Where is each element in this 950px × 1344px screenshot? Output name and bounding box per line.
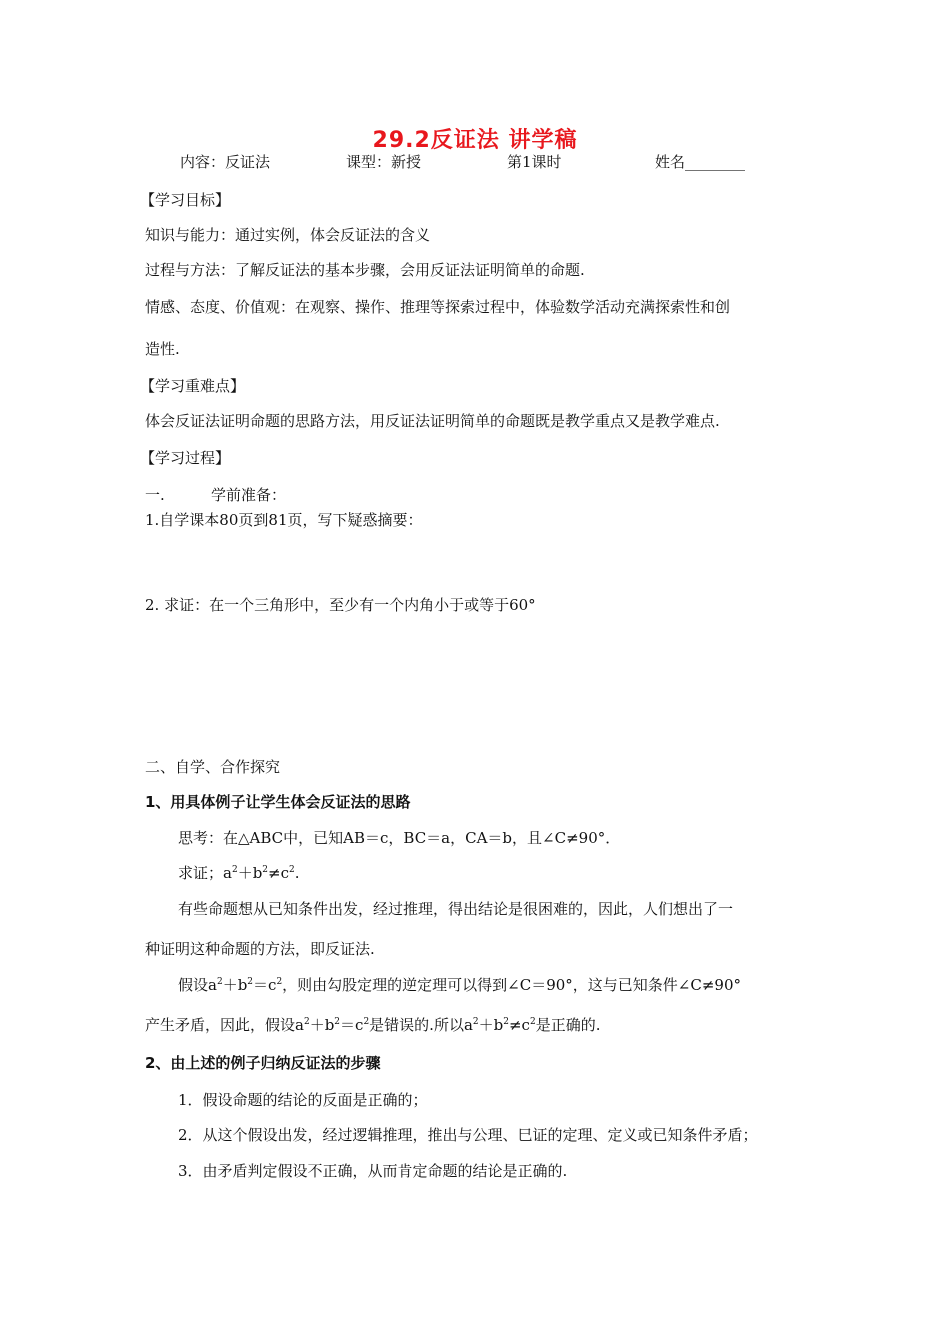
superscript-2: 2 — [216, 977, 223, 987]
keypoints-heading: 【学习重难点】 — [140, 377, 246, 395]
explore-sub1: 1、用具体例子让学生体会反证法的思路 — [145, 793, 411, 811]
contra-b: ＋b — [309, 1016, 335, 1034]
meta-period: 第1课时 — [507, 153, 562, 171]
step3-text: 3．由矛盾判定假设不正确，从而肯定命题的结论是正确的. — [178, 1162, 568, 1180]
meta-content: 内容：反证法 — [180, 153, 271, 171]
part1-number: 一. — [145, 486, 165, 504]
goal-knowledge: 知识与能力：通过实例，体会反证法的含义 — [145, 226, 431, 244]
meta-name: 姓名________ — [655, 153, 746, 171]
contra-d: 是错误的.所以a — [369, 1016, 473, 1034]
step2-text: 2．从这个假设出发，经过逻辑推理，推出与公理、巳证的定理、定义或已知条件矛盾； — [178, 1126, 758, 1144]
prove-mid2: ≠c — [268, 864, 290, 882]
paragraph1-line2: 种证明这种命题的方法，即反证法. — [145, 940, 375, 958]
item2-text: 2. 求证：在一个三角形中，至少有一个内角小于或等于60° — [145, 596, 536, 614]
think-text: 思考：在△ABC中，已知AB＝c，BC＝a，CA＝b，且∠C≠90°． — [178, 829, 621, 847]
step1-text: 1．假设命题的结论的反面是正确的； — [178, 1091, 428, 1109]
goals-heading: 【学习目标】 — [140, 191, 231, 209]
paragraph1-line1: 有些命题想从已知条件出发，经过推理，得出结论是很困难的，因此，人们想出了一 — [178, 900, 734, 918]
prove-statement — [178, 862, 300, 884]
superscript-2: 2 — [503, 1017, 509, 1027]
contra-f: ≠c — [508, 1016, 530, 1034]
superscript-2: 2 — [472, 1017, 479, 1027]
superscript-2: 2 — [529, 1017, 536, 1027]
superscript-2: 2 — [334, 1017, 341, 1027]
superscript-2: 2 — [262, 865, 269, 875]
contra-e: ＋b — [478, 1016, 504, 1034]
assume-b: ＋b — [222, 976, 248, 994]
assumption-line — [178, 974, 741, 996]
superscript-2: 2 — [303, 1017, 310, 1027]
goal-emotion-line1: 情感、态度、价值观：在观察、操作、推理等探索过程中，体验数学活动充满探索性和创 — [145, 298, 731, 316]
goal-emotion-line2: 造性. — [145, 340, 180, 358]
prove-mid1: ＋b — [237, 864, 263, 882]
process-heading: 【学习过程】 — [140, 449, 231, 467]
contradiction-line — [145, 1014, 600, 1036]
superscript-2: 2 — [289, 865, 295, 875]
item1-text: 1.自学课本80页到81页，写下疑惑摘要： — [145, 511, 423, 529]
contra-g: 是正确的. — [535, 1016, 601, 1034]
meta-type: 课型：新授 — [346, 153, 422, 171]
goal-process: 过程与方法：了解反证法的基本步骤，会用反证法证明简单的命题. — [145, 261, 585, 279]
superscript-2: 2 — [231, 865, 238, 875]
prove-end: . — [294, 864, 300, 882]
contra-c: ＝c — [340, 1016, 364, 1034]
superscript-2: 2 — [247, 977, 254, 987]
part1-title: 学前准备： — [211, 486, 287, 504]
assume-c: ＝c — [253, 976, 277, 994]
explore-sub2: 2、由上述的例子归纳反证法的步骤 — [145, 1054, 381, 1072]
document-title: 29.2反证法 讲学稿 — [372, 128, 578, 153]
assume-a: 假设a — [178, 976, 217, 994]
prove-prefix: 求证；a — [178, 864, 232, 882]
superscript-2: 2 — [276, 977, 283, 987]
contra-a: 产生矛盾，因此，假设a — [145, 1016, 304, 1034]
superscript-2: 2 — [363, 1017, 370, 1027]
keypoints-text: 体会反证法证明命题的思路方法，用反证法证明简单的命题既是教学重点又是教学难点. — [145, 412, 720, 430]
assume-rest: ，则由勾股定理的逆定理可以得到∠C＝90°，这与已知条件∠C≠90° — [282, 976, 742, 994]
explore-heading: 二、自学、合作探究 — [145, 758, 281, 776]
